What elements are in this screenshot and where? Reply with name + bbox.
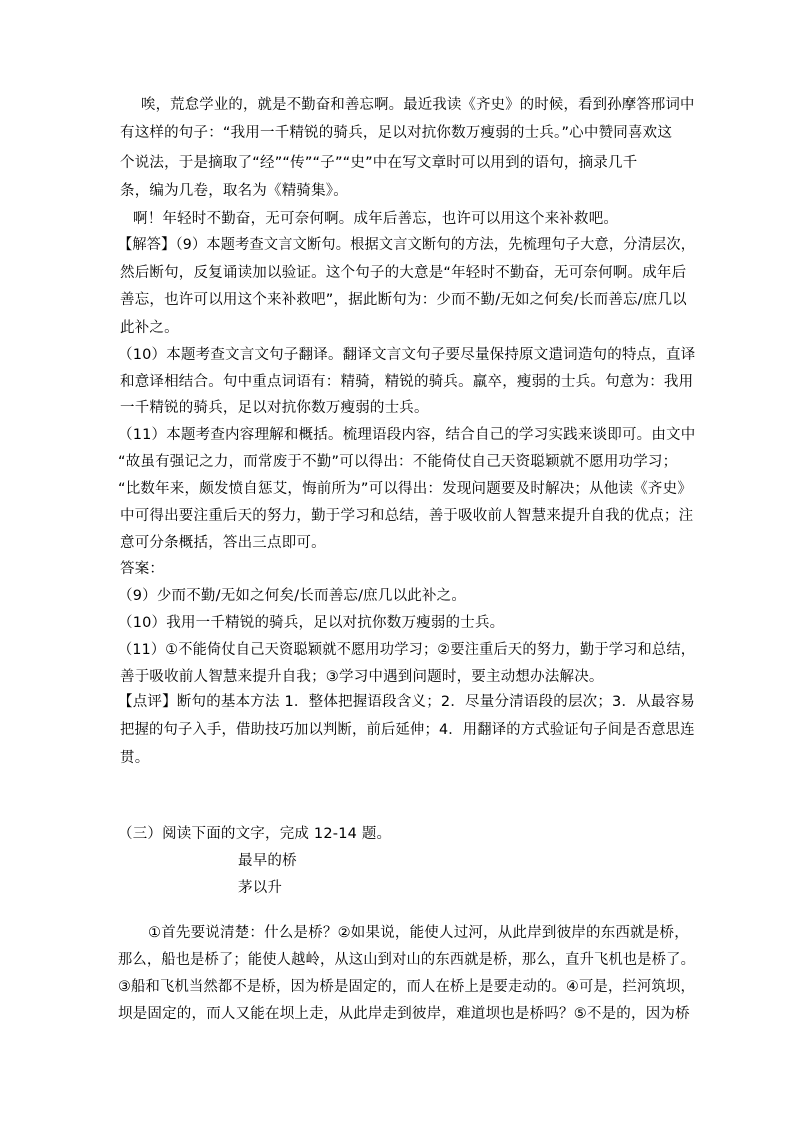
text-line: 个说法，于是摘取了“经”“传”“子”“史”中在写文章时可以用到的语句，摘录几千 xyxy=(120,155,638,171)
text-line: “故虽有强记之力，而常废于不勤”可以得出：不能倚仗自己天资聪颖就不愿用功学习； xyxy=(118,454,678,470)
text-line: 【点评】断句的基本方法 1．整体把握语段含义；2．尽量分清语段的层次；3．从最容易 xyxy=(118,694,695,710)
text-line: 条，编为几卷，取名为《精骑集》。 xyxy=(120,183,348,199)
text-line: 答案： xyxy=(120,561,165,577)
text-line: 此补之。 xyxy=(120,320,179,336)
article-title: 最早的桥 xyxy=(238,853,297,869)
text-line: ③船和飞机当然都不是桥，因为桥是固定的，而人在桥上是要走动的。④可是，拦河筑坝， xyxy=(118,979,695,995)
text-line: （11）本题考查内容理解和概括。梳理语段内容，结合自己的学习实践来谈即可。由文中 xyxy=(118,427,696,443)
text-line: 坝是固定的，而人又能在坝上走，从此岸走到彼岸，难道坝也是桥吗？⑤不是的，因为桥 xyxy=(118,1006,690,1022)
text-line: 善忘，也许可以用这个来补救吧”，据此断句为：少而不勤/无如之何矣/长而善忘/庶几以 xyxy=(120,292,687,308)
text-line: （10）本题考查文言文句子翻译。翻译文言文句子要尽量保持原文遣词造句的特点，直译 xyxy=(118,347,696,363)
text-line: （11）①不能倚仗自己天资聪颖就不愿用功学习；②要注重后天的努力，勤于学习和总结， xyxy=(118,642,696,658)
text-line: 那么，船也是桥了；能使人越岭，从这山到对山的东西就是桥，那么，直升飞机也是桥了。 xyxy=(118,952,696,968)
text-line: ①首先要说清楚：什么是桥？②如果说，能使人过河，从此岸到彼岸的东西就是桥， xyxy=(148,925,689,941)
text-line: 意可分条概括，答出三点即可。 xyxy=(120,535,326,551)
section-heading: （三）阅读下面的文字，完成 12-14 题。 xyxy=(118,826,392,842)
text-line: 啊！年轻时不勤奋，无可奈何啊。成年后善忘，也许可以用这个来补救吧。 xyxy=(133,211,619,227)
text-line: 【解答】（9）本题考查文言文断句。根据文言文断句的方法，先梳理句子大意，分清层次， xyxy=(118,237,696,253)
text-line: 贯。 xyxy=(120,750,150,766)
text-line: 善于吸收前人智慧来提升自我；③学习中遇到问题时，要主动想办法解决。 xyxy=(120,669,604,685)
text-line: 唉，荒怠学业的，就是不勤奋和善忘啊。最近我读《齐史》的时候，看到孙摩答邢词中 xyxy=(141,97,695,113)
text-line: 然后断句，反复诵读加以验证。这个句子的大意是“年轻时不勤奋，无可奈何啊。成年后 xyxy=(120,265,687,281)
text-line: （9）少而不勤/无如之何矣/长而善忘/庶几以此补之。 xyxy=(118,588,467,604)
text-line: 一千精锐的骑兵，足以对抗你数万瘦弱的士兵。 xyxy=(120,400,429,416)
text-line: 有这样的句子：“我用一千精锐的骑兵，足以对抗你数万瘦弱的士兵。”心中赞同喜欢这 xyxy=(120,125,673,141)
text-line: 把握的句子入手，借助技巧加以判断，前后延伸；4．用翻译的方式验证句子间是否意思连 xyxy=(120,722,695,738)
text-line: 中可得出要注重后天的努力，勤于学习和总结，善于吸收前人智慧来提升自我的优点；注 xyxy=(120,508,694,524)
text-line: （10）我用一千精锐的骑兵，足以对抗你数万瘦弱的士兵。 xyxy=(118,615,505,631)
text-line: “比数年来，颇发愤自惩艾，悔前所为”可以得出：发现问题要及时解决；从他读《齐史》 xyxy=(118,481,693,497)
text-line: 和意译相结合。句中重点词语有：精骑，精锐的骑兵。羸卒，瘦弱的士兵。句意为：我用 xyxy=(120,374,694,390)
article-author: 茅以升 xyxy=(238,880,283,896)
